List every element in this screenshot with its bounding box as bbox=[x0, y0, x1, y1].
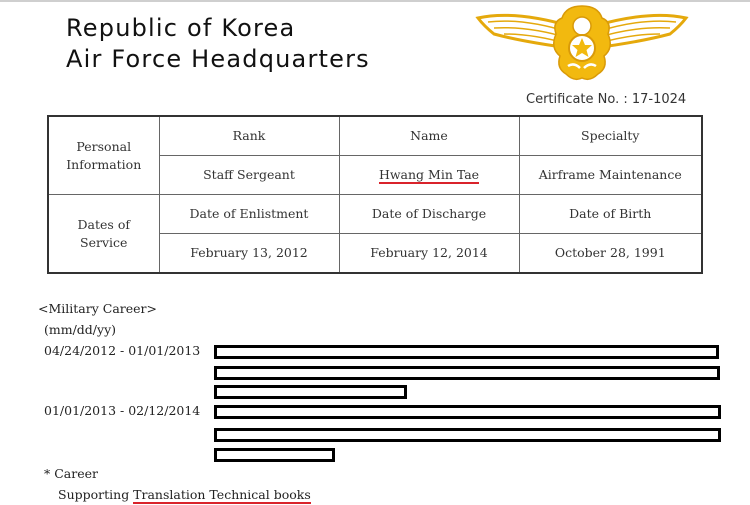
rank-value: Staff Sergeant bbox=[159, 156, 339, 195]
redacted-bar bbox=[214, 366, 720, 380]
rank-header: Rank bbox=[159, 116, 339, 156]
redacted-bar bbox=[214, 448, 335, 462]
enlistment-value: February 13, 2012 bbox=[159, 234, 339, 274]
career-note bbox=[58, 487, 311, 502]
name-cell bbox=[339, 156, 519, 195]
title-line-1: Republic of Korea bbox=[66, 14, 296, 42]
career-note-prefix: Supporting bbox=[58, 487, 134, 502]
name-value: Hwang Min Tae bbox=[378, 167, 480, 182]
discharge-header: Date of Discharge bbox=[339, 195, 519, 234]
redacted-bar bbox=[214, 385, 407, 399]
personal-info-table bbox=[47, 115, 703, 274]
discharge-value: February 12, 2014 bbox=[339, 234, 519, 274]
birth-header: Date of Birth bbox=[519, 195, 702, 234]
career-note-heading: * Career bbox=[44, 466, 98, 481]
redacted-bar bbox=[214, 345, 719, 359]
certificate-number: Certificate No. : 17-1024 bbox=[526, 92, 687, 107]
air-force-emblem-icon bbox=[474, 4, 690, 86]
dates-of-service-label: Dates of Service bbox=[48, 195, 159, 274]
career-note-underlined: Translation Technical books bbox=[133, 487, 311, 502]
career-period-2: 01/01/2013 - 02/12/2014 bbox=[44, 403, 201, 418]
career-period-1: 04/24/2012 - 01/01/2013 bbox=[44, 343, 201, 358]
date-format-note: (mm/dd/yy) bbox=[44, 322, 117, 337]
personal-info-label: Personal Information bbox=[48, 116, 159, 195]
name-header: Name bbox=[339, 116, 519, 156]
enlistment-header: Date of Enlistment bbox=[159, 195, 339, 234]
military-career-heading: <Military Career> bbox=[38, 301, 157, 316]
top-border bbox=[0, 0, 750, 2]
title-line-2: Air Force Headquarters bbox=[66, 45, 370, 73]
redacted-bar bbox=[214, 428, 721, 442]
specialty-header: Specialty bbox=[519, 116, 702, 156]
redacted-bar bbox=[214, 405, 721, 419]
birth-value: October 28, 1991 bbox=[519, 234, 702, 274]
specialty-value: Airframe Maintenance bbox=[519, 156, 702, 195]
